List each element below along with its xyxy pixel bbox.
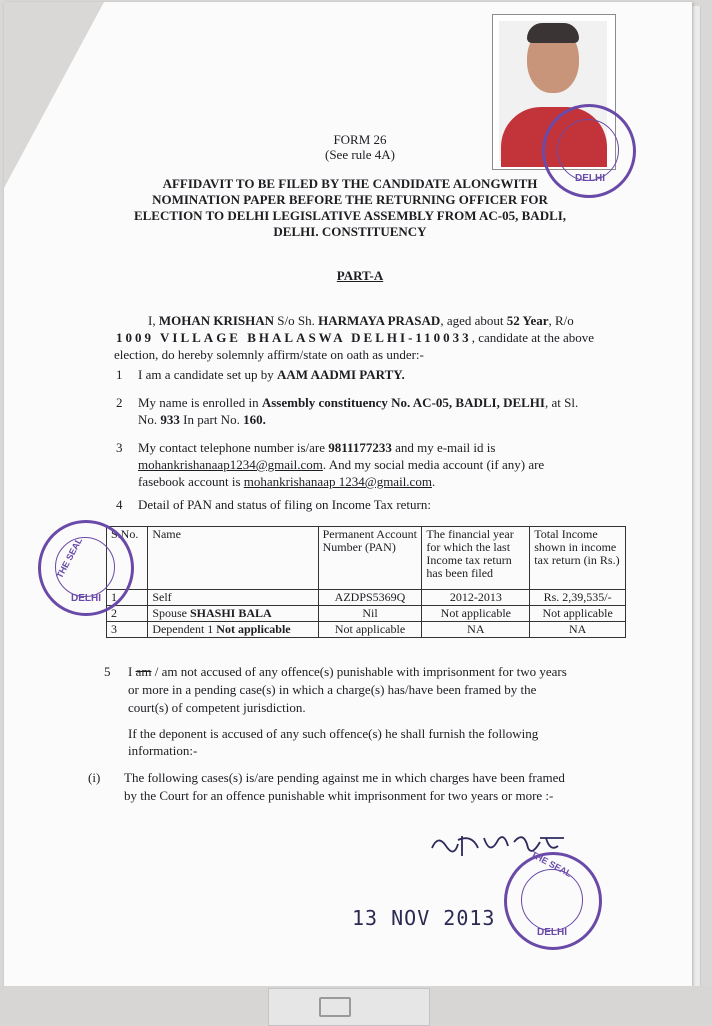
title-line-4: DELHI. CONSTITUENCY: [273, 224, 427, 239]
title-line-1: AFFIDAVIT TO BE FILED BY THE CANDIDATE ALONGWITH: [162, 176, 538, 191]
binder-clip: [268, 988, 430, 1026]
item-1-number: 1: [116, 367, 123, 382]
intro-line-2: [116, 330, 594, 346]
cell-name: [148, 606, 318, 622]
item-text: I: [128, 664, 136, 679]
seal-text: THE SEAL: [529, 849, 574, 879]
constituency: Assembly constituency No. AC-05, BADLI, DELHI: [261, 395, 545, 410]
item-3-line-3: [138, 474, 435, 490]
pan-table: [106, 526, 626, 638]
party-name: AAM AADMI PARTY.: [276, 367, 405, 382]
cell-name: [148, 622, 318, 638]
item-i-line-2: by the Court for an offence punishable whit imprisonment for two years or more :-: [124, 788, 554, 803]
intro-line-1: [148, 313, 574, 329]
item-3-line-2: [138, 457, 544, 473]
photo-hair: [527, 23, 579, 43]
cell-pan: AZDPS5369Q: [318, 590, 422, 606]
item-text: / am not accused of any offence(s) punishable with imprisonment for two years: [151, 664, 567, 679]
seal-city: DELHI: [575, 173, 605, 184]
part-number: 160.: [243, 412, 266, 427]
item-4-number: 4: [116, 497, 123, 512]
relation: Dependent 1: [152, 622, 217, 636]
phone-number: 9811177233: [328, 440, 392, 455]
item-text: fasebook account is: [138, 474, 244, 489]
deponent-age: 52 Year: [506, 313, 549, 328]
notary-seal-left: [38, 520, 134, 616]
cell-income: NA: [530, 622, 626, 638]
cell-pan: Not applicable: [318, 622, 422, 638]
item-5-line-2: or more in a pending case(s) in which a charge(s) has/have been framed by the: [128, 682, 537, 697]
col-name: Name: [148, 527, 318, 590]
title-line-3: ELECTION TO DELHI LEGISLATIVE ASSEMBLY FROM AC-05, BADLI,: [133, 208, 567, 223]
intro-text: , aged about: [440, 313, 507, 328]
item-5-line-3: court(s) of competent jurisdiction.: [128, 700, 306, 715]
seal-inner-ring: [557, 119, 619, 181]
col-pan: Permanent Account Number (PAN): [318, 527, 422, 590]
cell-income: Not applicable: [530, 606, 626, 622]
cell-pan: Nil: [318, 606, 422, 622]
seal-city: DELHI: [537, 927, 567, 938]
struck-text: am: [135, 664, 152, 679]
cell-financial-year: NA: [422, 622, 530, 638]
seal-inner-ring: [521, 869, 583, 931]
item-2-line-1: [138, 395, 578, 411]
col-total-income: Total Income shown in income tax return (in Rs.): [530, 527, 626, 590]
email-address[interactable]: mohankrishanaap1234@gmail.com: [138, 457, 323, 472]
cell-income: Rs. 2,39,535/-: [530, 590, 626, 606]
col-sno: S.No.: [107, 527, 148, 590]
relation: Self: [152, 590, 172, 604]
title-line-2: NOMINATION PAPER BEFORE THE RETURNING OFFICER FOR: [152, 192, 548, 207]
intro-text: S/o Sh.: [274, 313, 319, 328]
cell-financial-year: 2012-2013: [422, 590, 530, 606]
col-financial-year: The financial year for which the last Income tax return has been filed: [422, 527, 530, 590]
item-3-line-1: [138, 440, 495, 456]
item-5-line-1: [128, 664, 567, 680]
cell-sno: 2: [107, 606, 148, 622]
item-4-text: Detail of PAN and status of filing on Income Tax return:: [138, 497, 431, 512]
father-name: HARMAYA PRASAD: [318, 313, 441, 328]
clip-hole: [319, 997, 351, 1017]
item-text: No.: [138, 412, 161, 427]
intro-text: , R/o: [548, 313, 574, 328]
item-5-para-line-1: If the deponent is accused of any such offence(s) he shall furnish the following: [128, 726, 539, 741]
item-5-para-line-2: information:-: [128, 743, 198, 758]
cell-financial-year: Not applicable: [422, 606, 530, 622]
item-2-number: 2: [116, 395, 123, 410]
notary-seal-bottom: [504, 849, 602, 950]
item-2-line-2: [138, 412, 266, 428]
seal-text: THE SEAL: [54, 536, 85, 580]
serial-number: 933: [160, 412, 180, 427]
show-through-text: [175, 84, 178, 99]
item-i-number: (i): [88, 770, 101, 785]
cell-sno: 1: [107, 590, 148, 606]
deponent-name: MOHAN KRISHAN: [158, 313, 275, 328]
rule-reference: (See rule 4A): [324, 147, 396, 162]
table-row: [107, 590, 626, 606]
intro-text: , candidate at the above: [471, 330, 595, 345]
item-1-text: [138, 367, 405, 383]
cell-sno: 3: [107, 622, 148, 638]
date-stamp: 13 NOV 2013: [352, 906, 496, 930]
social-media-account[interactable]: mohankrishanaap 1234@gmail.com: [243, 474, 432, 489]
form-number: FORM 26: [333, 132, 387, 147]
item-3-number: 3: [116, 440, 123, 455]
item-text: My contact telephone number is/are: [138, 440, 329, 455]
item-text: I am a candidate set up by: [138, 367, 277, 382]
seal-city: DELHI: [71, 593, 101, 604]
item-i-line-1: The following cases(s) is/are pending against me in which charges have been framed: [124, 770, 565, 785]
item-text: and my e-mail id is: [391, 440, 496, 455]
item-text: My name is enrolled in: [138, 395, 262, 410]
cell-name: [148, 590, 318, 606]
affidavit-title: [100, 176, 600, 240]
pan-table-header: [107, 527, 626, 590]
item-text: .: [431, 474, 436, 489]
deponent-address: 1009 VILLAGE BHALASWA DELHI-110033: [116, 330, 472, 345]
table-row: [107, 622, 626, 638]
item-5-number: 5: [104, 664, 111, 679]
part-heading: PART-A: [336, 268, 384, 283]
item-text: . And my social media account (if any) are: [322, 457, 545, 472]
person-name: SHASHI BALA: [189, 606, 272, 620]
intro-text: I,: [148, 313, 159, 328]
item-text: , at Sl.: [544, 395, 579, 410]
person-name: Not applicable: [216, 622, 291, 636]
intro-line-3: election, do hereby solemnly affirm/state on oath as under:-: [114, 347, 424, 362]
relation: Spouse: [152, 606, 190, 620]
table-row: [107, 606, 626, 622]
item-text: In part No.: [179, 412, 244, 427]
